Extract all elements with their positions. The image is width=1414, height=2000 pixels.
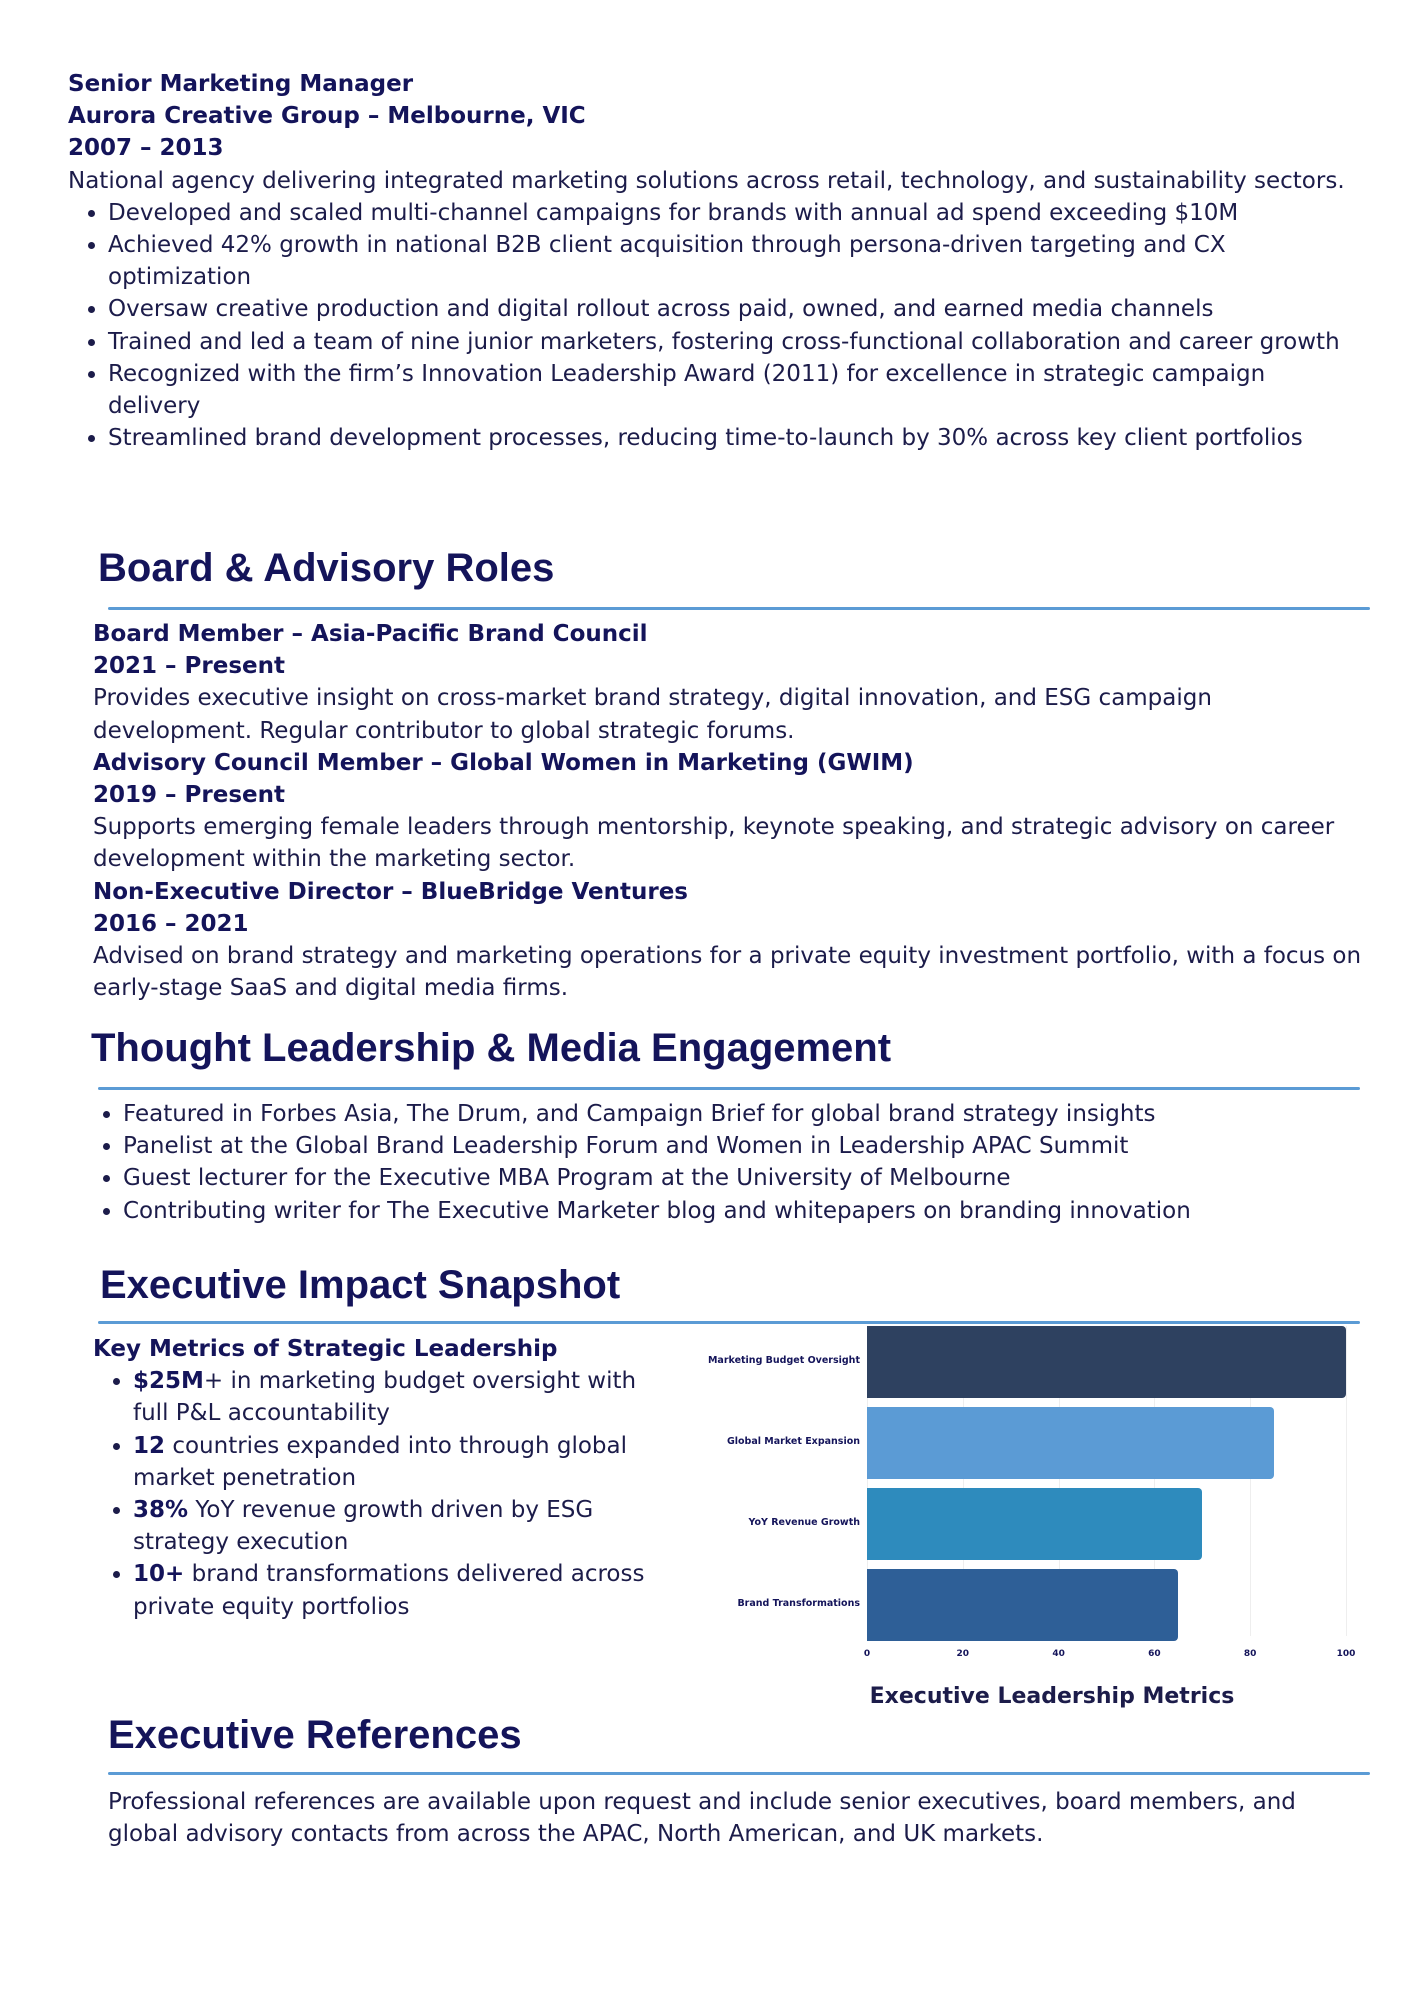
metric-text: brand transformations delivered across private equity portfolios bbox=[133, 1561, 645, 1620]
x-tick-label: 60 bbox=[1148, 1649, 1161, 1659]
x-tick-label: 100 bbox=[1336, 1649, 1356, 1659]
metric-item bbox=[133, 1494, 673, 1558]
x-tick-label: 80 bbox=[1243, 1649, 1257, 1659]
metric-text: YoY revenue growth driven by ESG strategy execution bbox=[133, 1497, 594, 1556]
board-role-dates: 2021 – Present bbox=[93, 653, 285, 680]
x-tick-label: 40 bbox=[1052, 1649, 1065, 1659]
metric-value: $25M bbox=[133, 1368, 204, 1395]
board-role-title: Non-Executive Director – BlueBridge Ventures bbox=[93, 878, 689, 905]
y-category-label: Global Market Expansion bbox=[726, 1436, 860, 1447]
board-rule bbox=[108, 607, 1370, 610]
board-role-dates: 2019 – Present bbox=[93, 782, 285, 809]
metric-item bbox=[133, 1430, 673, 1494]
job-description: National agency delivering integrated marketing solutions across retail, technology, and sustainability sectors. bbox=[68, 167, 1345, 194]
bar bbox=[867, 1569, 1178, 1641]
experience-entry bbox=[68, 68, 1348, 454]
metric-value: 38% bbox=[133, 1497, 189, 1524]
board-heading: Board & Advisory Roles bbox=[98, 546, 555, 590]
list-item: • Panelist at the Global Brand Leadership Forum and Women in Leadership APAC Summit bbox=[123, 1130, 1363, 1162]
bar bbox=[867, 1488, 1202, 1560]
metric-item bbox=[133, 1365, 673, 1429]
metric-text: + in marketing budget oversight with full P&L accountability bbox=[133, 1368, 637, 1427]
references-heading: Executive References bbox=[108, 1713, 522, 1757]
metric-value: 10+ bbox=[133, 1561, 185, 1588]
board-role-description: Advised on brand strategy and marketing operations for a private equity investment portfolio, with a focus on early-stage SaaS and digital media firms. bbox=[93, 943, 1362, 1002]
list-item: • Oversaw creative production and digital rollout across paid, owned, and earned media channels bbox=[108, 293, 1348, 325]
metric-item bbox=[133, 1558, 673, 1622]
snapshot-heading: Executive Impact Snapshot bbox=[100, 1263, 621, 1307]
thought-list bbox=[83, 1098, 1363, 1227]
y-category-label: YoY Revenue Growth bbox=[748, 1517, 860, 1528]
job-bullets bbox=[68, 197, 1348, 455]
thought-heading: Thought Leadership & Media Engagement bbox=[91, 1026, 892, 1070]
board-role-title: Board Member – Asia-Pacific Brand Council bbox=[93, 621, 648, 647]
references-rule bbox=[108, 1772, 1370, 1775]
job-company: Aurora Creative Group – Melbourne, VIC bbox=[68, 103, 586, 130]
references-text: Professional references are available upon request and include senior executives, board members, and global advisory contacts from across the APAC, North American, and UK markets. bbox=[108, 1789, 1296, 1848]
board-role-dates: 2016 – 2021 bbox=[93, 910, 249, 937]
list-item: • Featured in Forbes Asia, The Drum, and Campaign Brief for global brand strategy insights bbox=[123, 1098, 1363, 1130]
thought-rule bbox=[98, 1087, 1360, 1090]
list-item: • Trained and led a team of nine junior marketers, fostering cross-functional collaboration and career growth bbox=[108, 326, 1348, 358]
y-category-label: Brand Transformations bbox=[737, 1598, 860, 1609]
leadership-metrics-chart bbox=[690, 1316, 1370, 1726]
board-role-title: Advisory Council Member – Global Women in Marketing (GWIM) bbox=[93, 749, 914, 776]
list-item: • Guest lecturer for the Executive MBA Program at the University of Melbourne bbox=[123, 1162, 1363, 1194]
list-item: • Developed and scaled multi-channel campaigns for brands with annual ad spend exceeding $10M bbox=[108, 197, 1348, 229]
board-role-description: Supports emerging female leaders through mentorship, keynote speaking, and strategic advisory on career development within the marketing sector. bbox=[93, 814, 1335, 873]
list-item: • Streamlined brand development processes, reducing time-to-launch by 30% across key client portfolios bbox=[108, 422, 1348, 454]
snapshot-metrics bbox=[93, 1333, 673, 1623]
references-body bbox=[108, 1786, 1370, 1850]
metric-value: 12 bbox=[133, 1432, 166, 1459]
bar bbox=[867, 1407, 1274, 1479]
gridline bbox=[1346, 1326, 1347, 1636]
board-roles bbox=[93, 618, 1373, 1004]
board-role-description: Provides executive insight on cross-market brand strategy, digital innovation, and ESG campaign development. Regular contributor to global strategic forums. bbox=[93, 685, 1212, 744]
metric-text: countries expanded into through global market penetration bbox=[133, 1432, 627, 1491]
job-dates: 2007 – 2013 bbox=[68, 135, 224, 162]
list-item: • Contributing writer for The Executive Marketer blog and whitepapers on branding innovation bbox=[123, 1195, 1363, 1227]
bar bbox=[867, 1326, 1346, 1398]
list-item: • Achieved 42% growth in national B2B client acquisition through persona-driven targeting and CX optimization bbox=[108, 229, 1348, 293]
list-item: • Recognized with the firm’s Innovation Leadership Award (2011) for excellence in strategic campaign delivery bbox=[108, 358, 1348, 422]
job-title: Senior Marketing Manager bbox=[68, 71, 414, 97]
y-category-label: Marketing Budget Oversight bbox=[707, 1355, 860, 1366]
snapshot-subheading: Key Metrics of Strategic Leadership bbox=[93, 1336, 558, 1362]
chart-title: Executive Leadership Metrics bbox=[869, 1684, 1235, 1709]
x-tick-label: 20 bbox=[956, 1649, 970, 1659]
x-tick-label: 0 bbox=[863, 1649, 871, 1659]
